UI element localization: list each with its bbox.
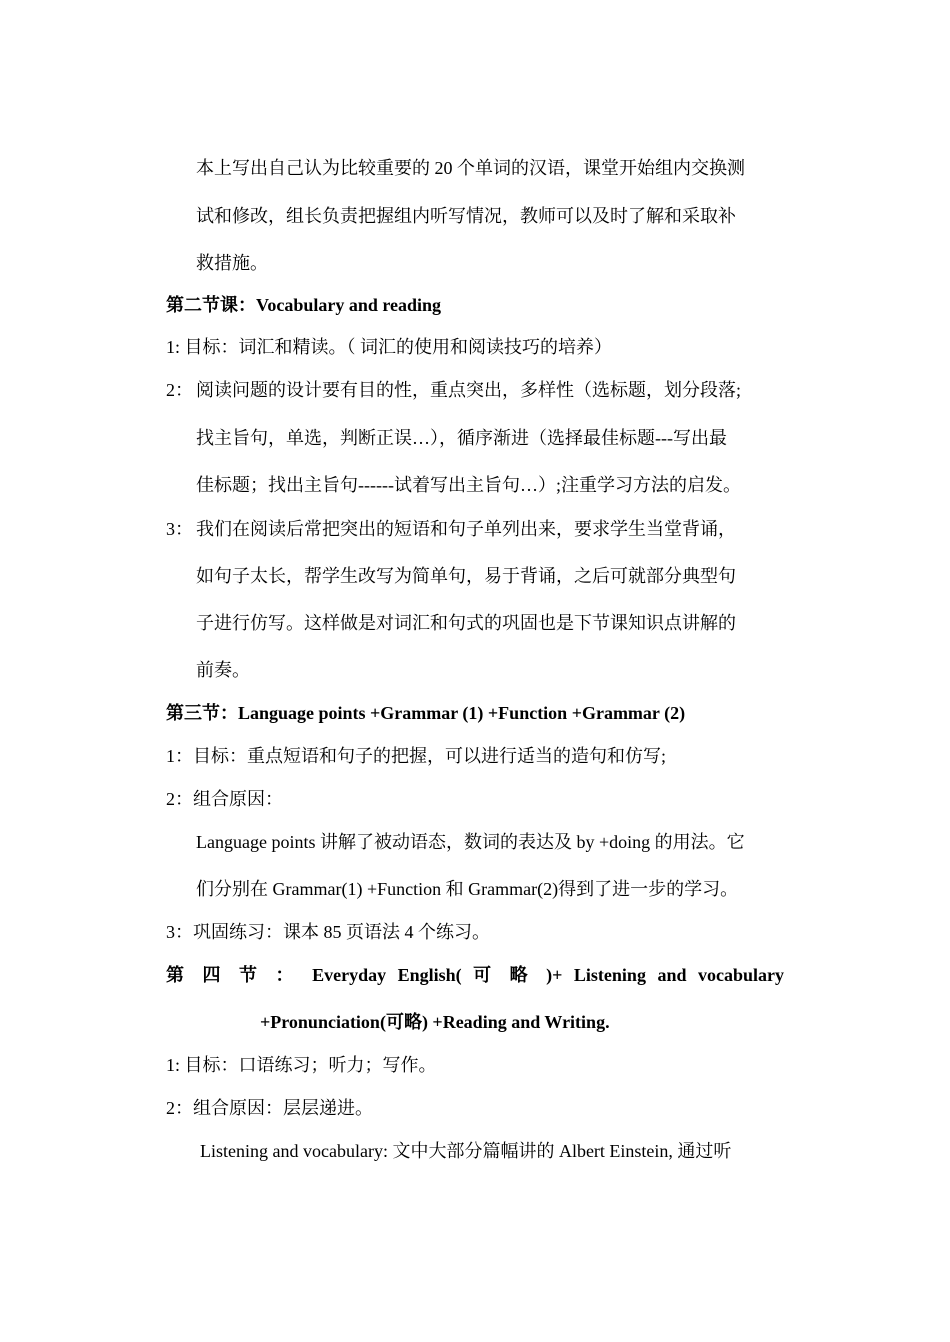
section2-item-1: 1: 目标：词汇和精读。（ 词汇的使用和阅读技巧的培养） (166, 337, 612, 357)
section3-paragraph-line-2: 们分别在 Grammar(1) +Function 和 Grammar(2)得到了进一步的学习。 (196, 879, 739, 899)
section3-item-3: 3：巩固练习：课本 85 页语法 4 个练习。 (166, 922, 490, 942)
section2-item-3-line-1: 我们在阅读后常把突出的短语和句子单列出来，要求学生当堂背诵， (196, 519, 736, 539)
section2-item-3-line-3: 子进行仿写。这样做是对词汇和句式的巩固也是下节课知识点讲解的 (196, 613, 736, 633)
section2-item-2-line-1: 阅读问题的设计要有目的性，重点突出，多样性（选标题，划分段落; (196, 380, 741, 400)
section4-paragraph-line-1: Listening and vocabulary: 文中大部分篇幅讲的 Albert Einstein, 通过听 (200, 1141, 732, 1161)
section4-heading-line-1: 第 四 节 ： Everyday English( 可 略 )+ Listening and vocabulary (166, 965, 784, 985)
section4-item-1: 1: 目标：口语练习；听力；写作。 (166, 1055, 437, 1075)
section2-item-3-line-2: 如句子太长，帮学生改写为简单句，易于背诵，之后可就部分典型句 (196, 566, 736, 586)
section2-item-3-line-4: 前奏。 (196, 660, 250, 680)
section4-item-2: 2：组合原因：层层递进。 (166, 1098, 373, 1118)
section3-heading: 第三节：Language points +Grammar (1) +Function +Grammar (2) (166, 703, 686, 723)
section2-item-2-line-3: 佳标题；找出主旨句------试着写出主旨句…）;注重学习方法的启发。 (196, 475, 741, 495)
section2-item-3-number: 3： (166, 519, 193, 539)
intro-line-2: 试和修改，组长负责把握组内听写情况，教师可以及时了解和采取补 (196, 206, 736, 226)
intro-line-1: 本上写出自己认为比较重要的 20 个单词的汉语，课堂开始组内交换测 (196, 158, 745, 178)
intro-line-3: 救措施。 (196, 253, 268, 273)
section2-item-2-number: 2： (166, 380, 193, 400)
section3-paragraph-line-1: Language points 讲解了被动语态，数词的表达及 by +doing 的用法。它 (196, 832, 745, 852)
section3-item-2: 2：组合原因： (166, 789, 283, 809)
section4-heading-line-2: +Pronunciation(可略) +Reading and Writing. (260, 1012, 610, 1032)
section3-item-1: 1：目标：重点短语和句子的把握，可以进行适当的造句和仿写; (166, 746, 666, 766)
section2-item-2-line-2: 找主旨句，单选，判断正误…），循序渐进（选择最佳标题---写出最 (196, 428, 727, 448)
section2-heading: 第二节课：Vocabulary and reading (166, 295, 442, 315)
